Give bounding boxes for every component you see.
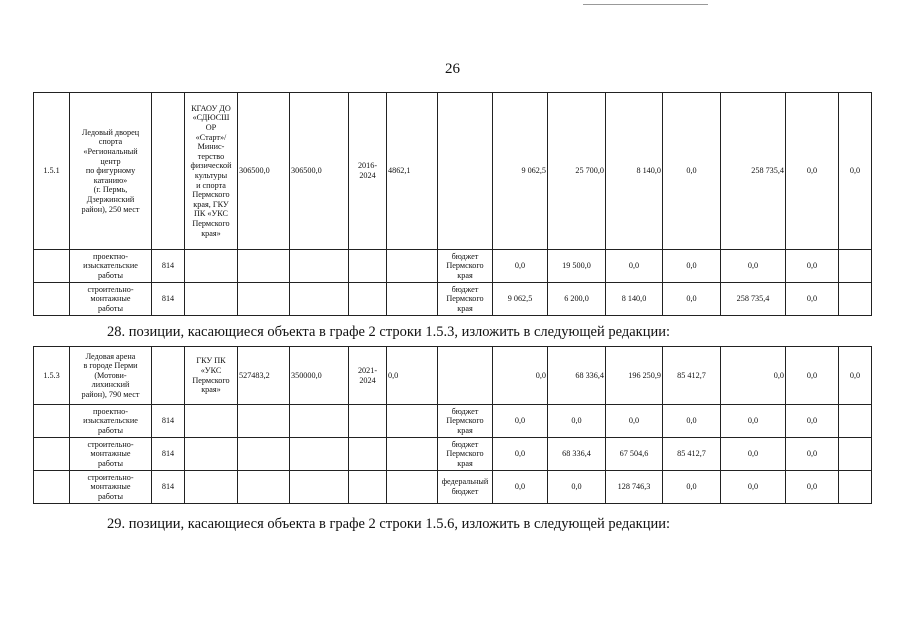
empty-cell: [387, 283, 438, 316]
organization-line: «СДЮСШ: [192, 113, 230, 123]
object-name: [70, 347, 152, 405]
value-v3: 0,0: [606, 405, 663, 438]
row-number: [34, 283, 70, 316]
organization-line: Пермского: [192, 375, 230, 385]
table-row: [34, 438, 872, 471]
organization-line: ОР: [205, 123, 217, 133]
object-name-line: лихинский: [91, 380, 130, 390]
value-v2: 68 336,4: [548, 347, 606, 405]
paragraph-29: 29. позиции, касающиеся объекта в графе 2 строки 1.5.6, изложить в следующей редакции:: [107, 516, 671, 532]
value-v3: 8 140,0: [606, 93, 663, 250]
empty-cell: [839, 250, 872, 283]
code-cell: 814: [152, 405, 185, 438]
period-line: 2021-: [357, 365, 378, 375]
table-row: [34, 347, 872, 405]
empty-cell: [349, 283, 387, 316]
value-v6: 0,0: [786, 347, 839, 405]
organization: [185, 93, 238, 250]
row-number: 1.5.3: [34, 347, 70, 405]
work-type-line: изыскательские: [83, 261, 138, 271]
empty-cell: [349, 471, 387, 504]
empty-cell: [238, 471, 290, 504]
funding-source-line: бюджет: [451, 487, 479, 496]
code-cell: 814: [152, 283, 185, 316]
work-type-line: монтажные: [90, 449, 131, 459]
value-v4: 0,0: [663, 471, 721, 504]
value-v3: 0,0: [606, 250, 663, 283]
object-name-line: по фигурному: [85, 166, 136, 176]
value-v2: 6 200,0: [548, 283, 606, 316]
table-row: [34, 283, 872, 316]
empty-cell: [387, 405, 438, 438]
value-v7: 0,0: [839, 93, 872, 250]
funding-source-line: бюджет: [451, 439, 479, 449]
estimated-cost: 306500,0: [238, 93, 290, 250]
value-v1: 0,0: [493, 347, 548, 405]
object-name-line: катанию»: [93, 175, 128, 185]
row-number: [34, 250, 70, 283]
empty-cell: [839, 405, 872, 438]
value-v5: 258 735,4: [721, 93, 786, 250]
work-type-line: работы: [98, 491, 123, 501]
funding-source-line: края: [457, 270, 473, 280]
value-v2: 25 700,0: [548, 93, 606, 250]
organization-line: «Старт»/: [195, 132, 227, 142]
paragraph-28: 28. позиции, касающиеся объекта в графе 2 строки 1.5.3, изложить в следующей редакции:: [107, 324, 671, 340]
value-v2: 68 336,4: [548, 438, 606, 471]
object-name-line: «Региональный: [83, 147, 138, 157]
empty-cell: [387, 250, 438, 283]
empty-cell: [349, 405, 387, 438]
period: [349, 93, 387, 250]
value-v4: 85 412,7: [663, 438, 721, 471]
value-v5: 0,0: [721, 471, 786, 504]
value-v1: 0,0: [493, 250, 548, 283]
top-rule: [583, 4, 708, 5]
organization-line: ПК «УКС: [193, 209, 229, 219]
code-cell: 814: [152, 250, 185, 283]
work-type-line: работы: [98, 458, 123, 468]
value-v4: 0,0: [663, 283, 721, 316]
row-number: [34, 438, 70, 471]
object-name-line: (г. Пермь,: [93, 185, 128, 195]
work-type-line: монтажные: [90, 482, 131, 492]
table-row: [34, 250, 872, 283]
value-v1: 9 062,5: [493, 283, 548, 316]
object-name-line: (Мотови-: [94, 370, 127, 380]
funding-source: [438, 93, 493, 250]
period: [349, 347, 387, 405]
period-line: 2024: [359, 171, 376, 180]
value-v6: 0,0: [786, 438, 839, 471]
code-cell: [152, 347, 185, 405]
table-row: [34, 93, 872, 250]
work-type-line: строительно-: [87, 439, 134, 449]
organization: [185, 347, 238, 405]
row-number: [34, 471, 70, 504]
value-v7: 0,0: [839, 347, 872, 405]
funding-source-line: бюджет: [451, 406, 479, 416]
organization-line: ГКУ ПК: [196, 356, 226, 366]
page-number: 26: [445, 61, 460, 77]
funding-source: [438, 347, 493, 405]
value-v6: 0,0: [786, 405, 839, 438]
empty-cell: [290, 283, 349, 316]
empty-cell: [387, 438, 438, 471]
work-type-line: изыскательские: [83, 416, 138, 426]
funding-source: [438, 283, 493, 316]
empty-cell: [185, 283, 238, 316]
empty-cell: [185, 471, 238, 504]
value-v2: 0,0: [548, 471, 606, 504]
funding-source-line: федеральный: [441, 477, 489, 487]
work-type: [70, 283, 152, 316]
work-type-line: монтажные: [90, 294, 131, 304]
funding-source-line: края: [457, 458, 473, 468]
row-number: 1.5.1: [34, 93, 70, 250]
empty-cell: [238, 283, 290, 316]
prior-funding: 4862,1: [387, 93, 438, 250]
funding-source-line: Пермского: [446, 416, 484, 426]
funding-source-line: края: [457, 425, 473, 435]
funding-source-line: Пермского: [446, 294, 484, 304]
value-v3: 128 746,3: [606, 471, 663, 504]
work-type: [70, 438, 152, 471]
organization-line: «УКС: [200, 365, 222, 375]
funding-source-line: Пермского: [446, 449, 484, 459]
work-type: [70, 405, 152, 438]
organization-line: края, ГКУ: [193, 199, 229, 209]
value-v6: 0,0: [786, 471, 839, 504]
work-type-line: строительно-: [87, 284, 134, 294]
value-v5: 0,0: [721, 438, 786, 471]
object-name: [70, 93, 152, 250]
value-v3: 8 140,0: [606, 283, 663, 316]
estimated-cost: 527483,2: [238, 347, 290, 405]
approved-cost: 306500,0: [290, 93, 349, 250]
work-type-line: работы: [98, 270, 123, 280]
empty-cell: [839, 438, 872, 471]
table-row: [34, 471, 872, 504]
object-name-line: Дзержинский: [86, 194, 135, 204]
value-v4: 0,0: [663, 405, 721, 438]
period-line: 2016-: [357, 161, 378, 171]
value-v1: 9 062,5: [493, 93, 548, 250]
empty-cell: [290, 471, 349, 504]
empty-cell: [238, 438, 290, 471]
object-name-line: район), 790 мест: [81, 389, 140, 399]
organization-line: Пермского: [192, 190, 230, 200]
funding-source-line: бюджет: [451, 284, 479, 294]
empty-cell: [290, 438, 349, 471]
funding-source-line: края: [457, 303, 473, 313]
object-name-line: район), 250 мест: [81, 204, 140, 214]
organization-line: и спорта: [196, 180, 226, 190]
empty-cell: [349, 438, 387, 471]
organization-line: КГАОУ ДО: [191, 103, 231, 113]
empty-cell: [290, 405, 349, 438]
organization-line: края»: [201, 385, 221, 395]
value-v6: 0,0: [786, 250, 839, 283]
organization-line: терство: [197, 151, 225, 161]
row-number: [34, 405, 70, 438]
approved-cost: 350000,0: [290, 347, 349, 405]
work-type-line: проектно-: [93, 251, 128, 261]
table-object-1-5-1: [33, 92, 872, 316]
code-cell: 814: [152, 438, 185, 471]
work-type-line: проектно-: [93, 406, 128, 416]
object-name-line: спорта: [98, 137, 123, 147]
empty-cell: [185, 250, 238, 283]
prior-funding: 0,0: [387, 347, 438, 405]
funding-source: [438, 438, 493, 471]
value-v3: 67 504,6: [606, 438, 663, 471]
empty-cell: [290, 250, 349, 283]
value-v1: 0,0: [493, 471, 548, 504]
object-name-line: центр: [100, 156, 121, 166]
funding-source: [438, 250, 493, 283]
value-v6: 0,0: [786, 283, 839, 316]
work-type: [70, 250, 152, 283]
empty-cell: [238, 250, 290, 283]
value-v3: 196 250,9: [606, 347, 663, 405]
organization-line: культуры: [194, 171, 228, 180]
work-type-line: работы: [98, 303, 123, 313]
empty-cell: [185, 405, 238, 438]
organization-line: Минис-: [197, 142, 225, 152]
funding-source-line: Пермского: [446, 261, 484, 271]
value-v4: 0,0: [663, 93, 721, 250]
empty-cell: [387, 471, 438, 504]
code-cell: [152, 93, 185, 250]
value-v4: 0,0: [663, 250, 721, 283]
table-row: [34, 405, 872, 438]
code-cell: 814: [152, 471, 185, 504]
empty-cell: [185, 438, 238, 471]
organization-line: физической: [190, 161, 232, 171]
period-line: 2024: [359, 375, 376, 385]
table-object-1-5-3: [33, 346, 872, 504]
value-v5: 258 735,4: [721, 283, 786, 316]
value-v1: 0,0: [493, 405, 548, 438]
object-name-line: в городе Перми: [83, 361, 138, 371]
funding-source: [438, 471, 493, 504]
work-type-line: работы: [98, 425, 123, 435]
value-v5: 0,0: [721, 347, 786, 405]
empty-cell: [238, 405, 290, 438]
organization-line: Пермского: [192, 218, 230, 228]
value-v2: 19 500,0: [548, 250, 606, 283]
object-name-line: Ледовый дворец: [81, 127, 140, 137]
empty-cell: [349, 250, 387, 283]
value-v6: 0,0: [786, 93, 839, 250]
funding-source-line: бюджет: [451, 251, 479, 261]
value-v2: 0,0: [548, 405, 606, 438]
value-v5: 0,0: [721, 250, 786, 283]
work-type-line: строительно-: [87, 472, 134, 482]
work-type: [70, 471, 152, 504]
funding-source: [438, 405, 493, 438]
empty-cell: [839, 471, 872, 504]
object-name-line: Ледовая арена: [85, 351, 136, 361]
value-v1: 0,0: [493, 438, 548, 471]
value-v5: 0,0: [721, 405, 786, 438]
organization-line: края»: [201, 228, 221, 238]
empty-cell: [839, 283, 872, 316]
value-v4: 85 412,7: [663, 347, 721, 405]
